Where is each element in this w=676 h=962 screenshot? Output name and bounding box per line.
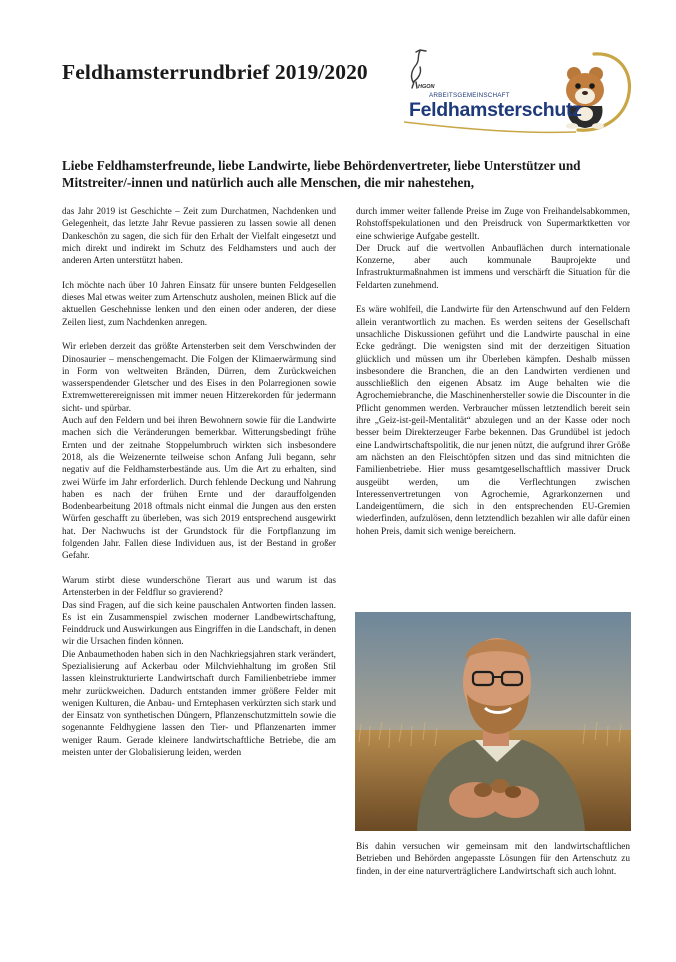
salutation: Liebe Feldhamsterfreunde, liebe Landwirte, liebe Behördenvertreter, liebe Unterstützer und Mitstreiter/-innen und natürlich auch alle Menschen, die mir nahestehen, [62, 158, 581, 190]
paragraph: Ich möchte nach über 10 Jahren Einsatz für unsere bunten Feldgesellen dieses Mal etwas weiter zum Artenschutz ausholen, meinen Blick auf die aktuellen Geschehnisse lenken und den einen oder anderen, der diese Zeilen liest, zum Nachdenken anregen. [62, 280, 336, 328]
right-column-bottom [356, 841, 630, 878]
paragraph: Das sind Fragen, auf die sich keine pauschalen Antworten finden lassen. Es ist ein Zusammenspiel zwischen moderner Landbewirtschaftung, Feinddruck und Auswirkungen aus Eingriffen in die Landschaft, in denen wir die Ursachen finden können. [62, 600, 336, 648]
page-title: Feldhamsterrundbrief 2019/2020 [62, 60, 368, 84]
paragraph: das Jahr 2019 ist Geschichte – Zeit zum Durchatmen, Nachdenken und Gelegenheit, das letzte Jahr Revue passieren zu lassen sowie all denen Dankeschön zu sagen, die sich für den Erhalt der Vielfalt eingesetzt und mich direkt und indirekt im Schutz des Feldhamsters und auch der anderen Arten unterstützt haben. [62, 207, 336, 267]
left-column [62, 206, 336, 759]
paragraph: Die Anbaumethoden haben sich in den Nachkriegsjahren stark verändert, Spezialisierung auf Ackerbau oder Milchviehhaltung im großen Stil lassen kleinstrukturierte Landwirtschaft durch Familienbetriebe immer mehr zurückweichen. Dadurch entstanden immer größere Felder mit wenigen Kulturen, die Anbau- und Erntephasen verkürzten sich stark und der Einsatz von synthetischen Düngern, Pflanzenschutzmitteln sowie die sogenannte Feldhygiene lassen den Tier- und Pflanzenarten immer weniger Raum. Gerade kleinere landwirtschaftliche Betriebe, die am meisten unter der Globalisierung leiden, werden [62, 649, 336, 759]
paragraph: Warum stirbt diese wunderschöne Tierart aus und warum ist das Artensterben in der Feldflur so gravierend? [62, 575, 336, 599]
paragraph: Es wäre wohlfeil, die Landwirte für den Artenschwund auf den Feldern allein verantwortlich zu machen. Es werden seitens der Gesellschaft unsachliche Diskussionen geführt und die Landwirte pauschal in eine Ecke gedrängt. Die wenigsten sind mit der derzeitigen Situation glücklich und müssen um ihr Überleben kämpfen. Deshalb müssen insbesondere die Branchen, die an den Landwirten verdienen und ausschließlich den eigenen Absatz im Auge behalten wie die Agrochemiebranche, die Maschinenhersteller sowie die Discounter in die Pflicht genommen werden. Verbraucher müssen letztendlich bereit sein ihre „Geiz-ist-geil-Mentalität“ abzulegen und an der Kasse oder noch besser beim Direkterzeuger Farbe bekennen. Das Grundübel ist jedoch eine Landwirtschaftspolitik, die nur jenen nützt, die aufgrund ihrer Größe am nächsten an den Fleischtöpfen sitzen und das sind mitnichten die Familienbetriebe. Hier muss gesamtgesellschaftlich massiver Druck ausgeübt werden, um die Verflechtungen zwischen Interessenvertretungen von Agrochemie, Agrarkonzernen und Landeigentümern, die sich in den entsprechenden EU-Gremien wiederfinden, aufzulösen, denn letztendlich bezahlen wir alle dafür einen hohen Preis, damit sich wenige bereichern. [356, 305, 630, 537]
right-column [356, 206, 630, 550]
paragraph: Wir erleben derzeit das größte Artensterben seit dem Verschwinden der Dinosaurier – menschengemacht. Die Folgen der Klimaerwärmung sind in Form von weltweiten Bränden, Dürren, dem Zurückweichen wasserspendender Gletscher und des Eises in den Polarregionen sowie Extremwetterereignissen mit immer neuen Hitzerekorden für jedermann sicht- und spürbar. [62, 342, 336, 414]
photo-man-holding-hamsters [355, 612, 631, 831]
paragraph: Bis dahin versuchen wir gemeinsam mit den landwirtschaftlichen Betrieben und Behörden angepasste Lösungen für den Artenschutz zu finden, in der eine naturverträglichere Landwirtschaft sich auch lohnt. [356, 842, 630, 877]
feldhamsterschutz-logo [396, 46, 636, 138]
heron-icon [412, 50, 426, 88]
arbeitsgemeinschaft-label: ARBEITSGEMEINSCHAFT [429, 92, 510, 99]
paragraph: Auch auf den Feldern und bei ihren Bewohnern sowie für die Landwirte machen sich die Veränderungen bemerkbar. Witterungsbedingt frühe Ernten und der zeitnahe Stoppelumbruch wirkten sich insbesondere 2018, als die Weizenernte teilweise schon Anfang Juli begann, sehr negativ auf die Feldhamsterbestände aus. Um die Art zu erhalten, sind zwei Würfe im Jahr erforderlich. Durch fehlende Deckung und Nahrung haben es nach der frühen Ernte und der darauffolgenden Bodenbearbeitung 2018 oftmals nicht einmal die Jungen aus den ersten Würfen geschafft zu überleben, was sich 2019 entsprechend ausgewirkt hat. Der Nachwuchs ist der Grundstock für die Fortpflanzung im folgenden Jahr. Fallen diese Individuen aus, ist der Bestand in großer Gefahr. [62, 416, 336, 562]
hgon-label: HGON [418, 84, 435, 90]
paragraph: Der Druck auf die wertvollen Anbauflächen durch internationale Konzerne, aber auch kommunale Bauprojekte und Infrastrukturmaßnahmen ist immens und verschärft die Situation für die Feldarten zunehmend. [356, 243, 630, 291]
paragraph: durch immer weiter fallende Preise im Zuge von Freihandelsabkommen, Rohstoffspekulationen und den Preisdruck von Supermarktketten vor eine schwierige Aufgabe gestellt. [356, 207, 630, 242]
brand-name: Feldhamsterschutz [409, 99, 582, 121]
